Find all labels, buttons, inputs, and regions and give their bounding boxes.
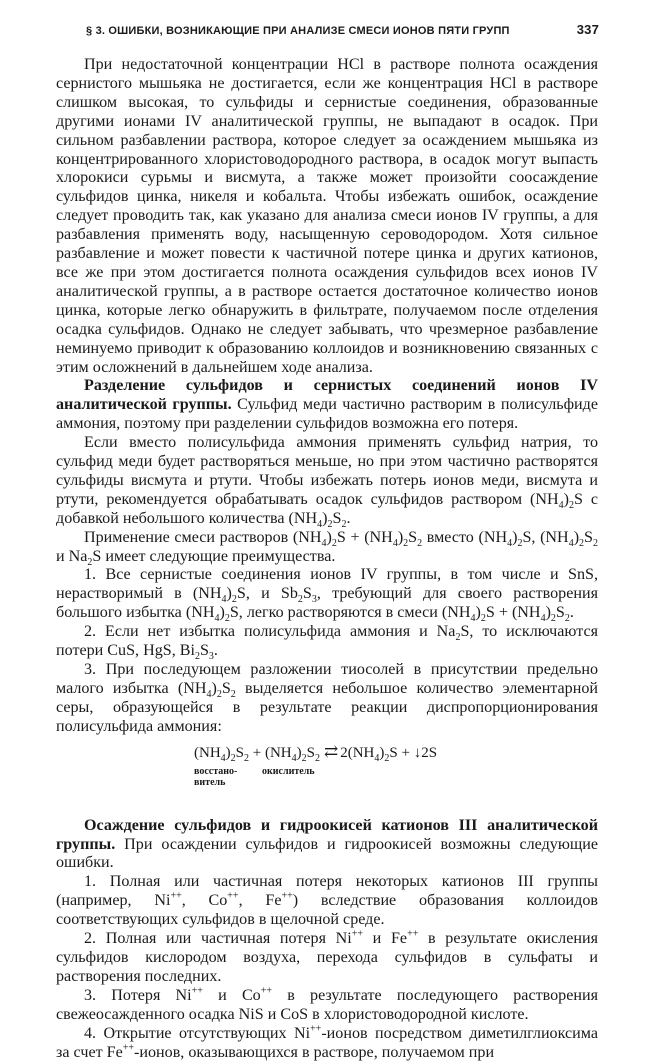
paragraph-hcl-concentration: При недостаточной концентрации HCl в растворе полнота осаждения сернистого мышьяка не достигается, если же концентрация HCl в растворе слишком высокая, то сульфиды и сернистые соединения, образованные другими ионами IV аналитической группы, не выпадают в осадок. При сильном разбавлении раствора, которое следует за осаждением мышьяка из концентрированного хлористоводородного раствора, в осадок могут выпасть хлорокиси сурьмы и висмута, а также может произойти соосаждение сульфидов цинка, никеля и кобальта. Чтобы избежать ошибок, осаждение следует проводить так, как указано для анализа смеси ионов IV группы, а для разбавления применять воду, насыщенную сероводородом. Хотя сильное разбавление и может повести к частичной потере цинка и других катионов, все же при этом достигается полнота осаждения сульфидов всех ионов IV аналитической группы, а в растворе остается достаточное количество ионов цинка, которые легко обнаружить в фильтрате, получаемом после отделения осадка сульфидов. Однако не следует забывать, что чрезмерное разбавление неминуемо приводит к образованию коллоидов и возникновению связанных с этим осложнений в дальнейшем ходе анализа. — [56, 56, 598, 376]
paragraph-group-iii: Осаждение сульфидов и гидроокисей катионов III аналитической группы. При осаждении сульфидов и гидроокисей возможны следующие ошибки. — [56, 816, 598, 872]
label-reductant: восстано-витель — [194, 765, 238, 788]
precipitate-arrow-icon: ↓ — [413, 744, 422, 761]
page-number: 337 — [576, 22, 599, 37]
error-item-1: 1. Полная или частичная потеря некоторых катионов III группы (например, Ni++, Co++, Fe++) вследствие образования коллоидов соответствующих сульфидов в щелочной среде. — [56, 873, 599, 929]
page-body — [56, 56, 598, 1062]
equilibrium-arrows-icon: ⇄ — [323, 741, 337, 761]
error-item-3: 3. Потеря Ni++ и Co++ в результате последующего растворения свежеосажденного осадка NiS и CoS в хлористоводородной кислоте. — [56, 985, 598, 1023]
section-heading-group-iii: Осаждение сульфидов и гидроокисей катионов III аналитической группы. — [56, 816, 598, 853]
error-item-4: 4. Открытие отсутствующих Ni++-ионов посредством диметилглиоксима за счет Fe++-ионов, оказывающихся в растворе, получаемом при — [56, 1023, 598, 1061]
error-item-2: 2. Полная или частичная потеря Ni++ и Fe++ в результате окисления сульфидов кислородом воздуха, перехода сульфидов в сульфаты и растворения последних. — [56, 928, 598, 985]
running-header — [86, 22, 599, 37]
list-item-3: 3. При последующем разложении тиосолей в присутствии предельно малого избытка $(NH_4)_2S_2$ выделяется небольшое количество элементарной серы, образующейся в результате реакции диспропорционирования полисульфида аммония: — [56, 661, 599, 735]
list-item-2: 2. Если нет избытка полисульфида аммония и $Na_2S$, то исключаются потери CuS, HgS, $Bi_2S_3$. — [56, 623, 598, 663]
chemical-equation: $(NH_4)_2S_2 + (NH_4)_2S_2$ ⇄ $2(NH_4)_2S$ + ↓2S восстано-витель окислитель — [194, 741, 438, 788]
paragraph-sodium-sulfide: Если вместо полисульфида аммония применять сульфид натрия, то сульфид меди будет растворяться меньше, но при этом частично растворятся сульфиды висмута и ртути. Чтобы избежать потерь ионов меди, висмута и ртути, рекомендуется обрабатывать осадок сульфидов раствором $(NH_4)_2S$ с добавкой небольшого количества $(NH_4)_2S_2$. — [56, 434, 598, 530]
list-item-1: 1. Все сернистые соединения ионов IV группы, в том числе и SnS, нерастворимый в $(NH_4)_2S$, и $Sb_2S_3$, требующий для своего растворения большого избытка $(NH_4)_2S$, легко растворяются в смеси $(NH_4)_2S + (NH_4)_2S_2$. — [56, 566, 598, 625]
label-oxidant: окислитель — [262, 765, 315, 777]
paragraph-mixture-advantages: Применение смеси растворов $(NH_4)_2S + (NH_4)_2S_2$ вместо $(NH_4)_2S$, $(NH_4)_2S_2$ и $Na_2S$ имеет следующие преимущества. — [56, 528, 598, 568]
section-heading-separation: Разделение сульфидов и сернистых соединений ионов IV аналитической группы. — [56, 377, 598, 414]
paragraph-sulfide-separation: Разделение сульфидов и сернистых соединений ионов IV аналитической группы. Сульфид меди частично растворим в полисульфиде аммония, поэтому при разделении сульфидов возможна его потеря. — [56, 377, 599, 433]
section-title: § 3. ОШИБКИ, ВОЗНИКАЮЩИЕ ПРИ АНАЛИЗЕ СМЕСИ ИОНОВ ПЯТИ ГРУПП — [86, 25, 510, 37]
